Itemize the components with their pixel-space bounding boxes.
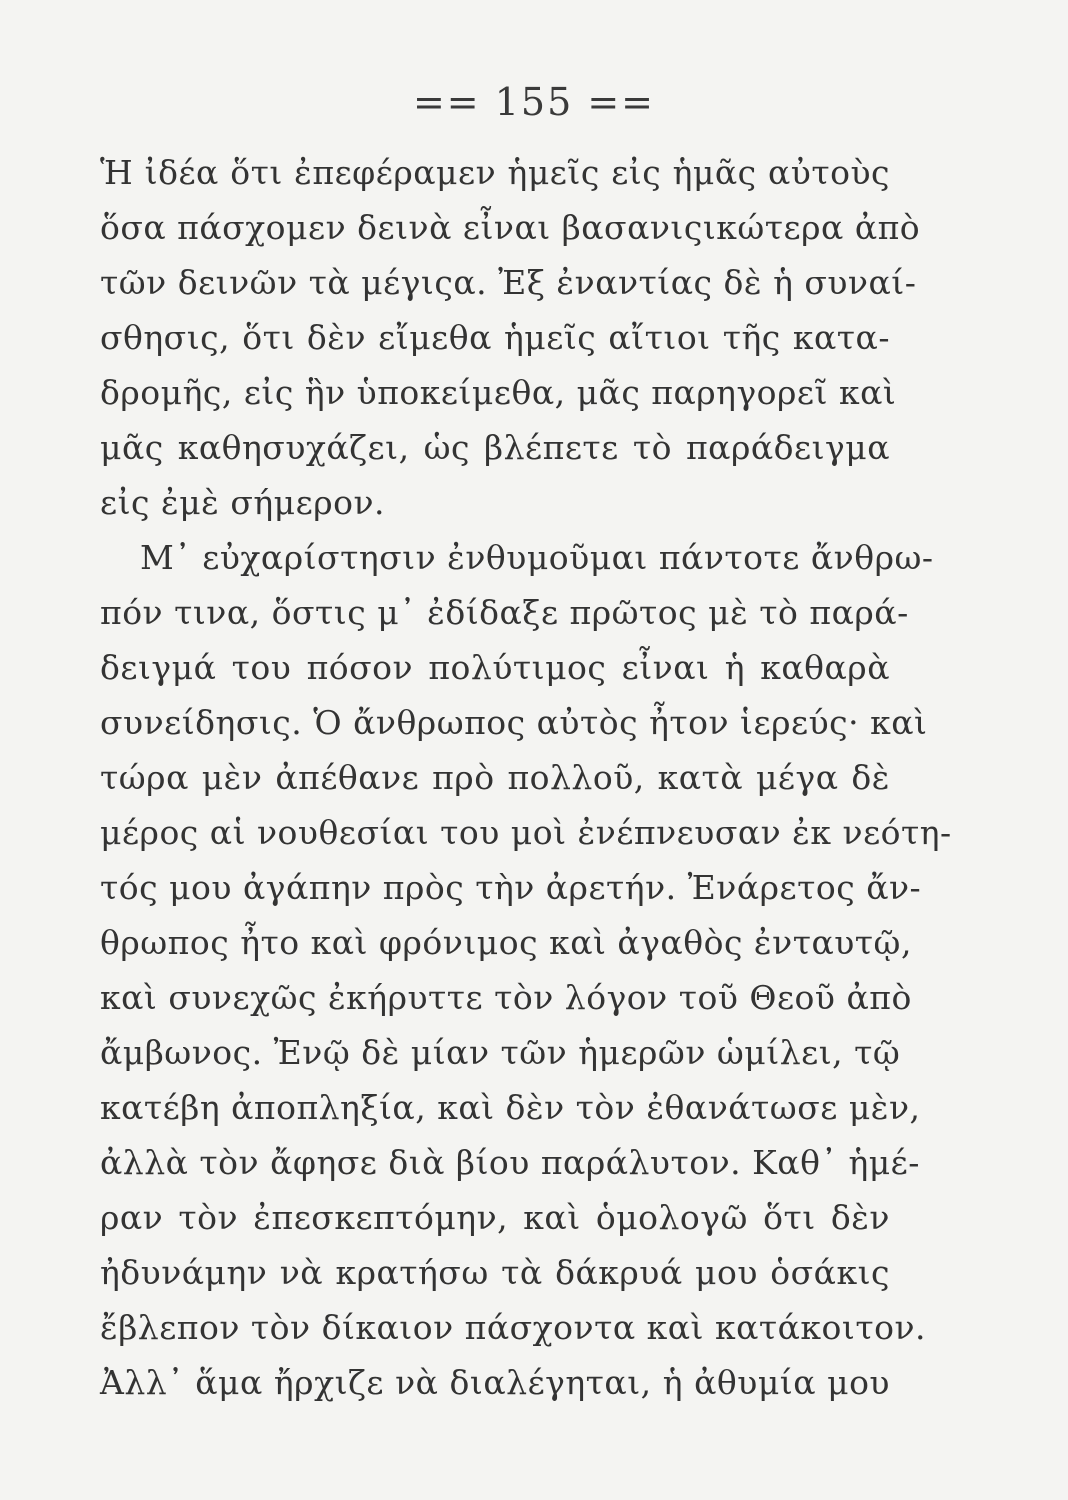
text-line: δειγμά του πόσον πολύτιμος εἶναι ἡ καθαρὰ <box>100 648 890 687</box>
text-line: συνείδησις. Ὁ ἄνθρωπος αὐτὸς ἦτον ἱερεύς· καὶ <box>100 703 928 742</box>
text-line: μᾶς καθησυχάζει, ὡς βλέπετε τὸ παράδειγμα <box>100 428 890 467</box>
text-line: καὶ συνεχῶς ἐκήρυττε τὸν λόγον τοῦ Θεοῦ ἀπὸ <box>100 978 912 1017</box>
text-line: σθησις, ὅτι δὲν εἴμεθα ἡμεῖς αἴτιοι τῆς κατα- <box>100 318 890 357</box>
text-line: ραν τὸν ἐπεσκεπτόμην, καὶ ὁμολογῶ ὅτι δὲν <box>100 1198 890 1237</box>
text-line: δρομῆς, εἰς ἣν ὑποκείμεθα, μᾶς παρηγορεῖ καὶ <box>100 373 897 412</box>
text-line: ὅσα πάσχομεν δεινὰ εἶναι βασανιςικώτερα ἀπὸ <box>100 208 921 247</box>
text-line: ἠδυνάμην νὰ κρατήσω τὰ δάκρυά μου ὁσάκις <box>100 1253 890 1292</box>
text-line: πόν τινα, ὅστις μ᾽ ἐδίδαξε πρῶτος μὲ τὸ παρά- <box>100 593 909 632</box>
text-line: ἄμβωνος. Ἐνῷ δὲ μίαν τῶν ἡμερῶν ὡμίλει, τῷ <box>100 1033 901 1072</box>
text-line: Ἀλλ᾽ ἅμα ἤρχιζε νὰ διαλέγηται, ἡ ἀθυμία μου <box>100 1363 890 1402</box>
page-number: == 155 == <box>412 80 656 124</box>
text-line: μέρος αἱ νουθεσίαι του μοὶ ἐνέπνευσαν ἐκ νεότη- <box>100 813 952 852</box>
text-line: τός μου ἀγάπην πρὸς τὴν ἀρετήν. Ἐνάρετος ἄν- <box>100 868 922 907</box>
text-line: Μ᾽ εὐχαρίστησιν ἐνθυμοῦμαι πάντοτε ἄνθρω- <box>140 538 934 577</box>
text-line: τῶν δεινῶν τὰ μέγιςα. Ἐξ ἐναντίας δὲ ἡ συναί- <box>100 263 917 302</box>
text-line: Ἡ ἰδέα ὅτι ἐπεφέραμεν ἡμεῖς εἰς ἡμᾶς αὐτοὺς <box>100 153 890 192</box>
text-line: τώρα μὲν ἀπέθανε πρὸ πολλοῦ, κατὰ μέγα δὲ <box>100 758 890 797</box>
text-line: εἰς ἐμὲ σήμερον. <box>100 483 386 522</box>
text-line: κατέβη ἀποπληξία, καὶ δὲν τὸν ἐθανάτωσε μὲν, <box>100 1088 921 1127</box>
text-line: θρωπος ἦτο καὶ φρόνιμος καὶ ἀγαθὸς ἐνταυτῷ, <box>100 923 912 962</box>
text-line: ἀλλὰ τὸν ἄφησε διὰ βίου παράλυτον. Καθ᾽ ἡμέ- <box>100 1143 920 1182</box>
text-line: ἔβλεπον τὸν δίκαιον πάσχοντα καὶ κατάκοιτον. <box>100 1308 927 1347</box>
body-text <box>100 145 952 1410</box>
